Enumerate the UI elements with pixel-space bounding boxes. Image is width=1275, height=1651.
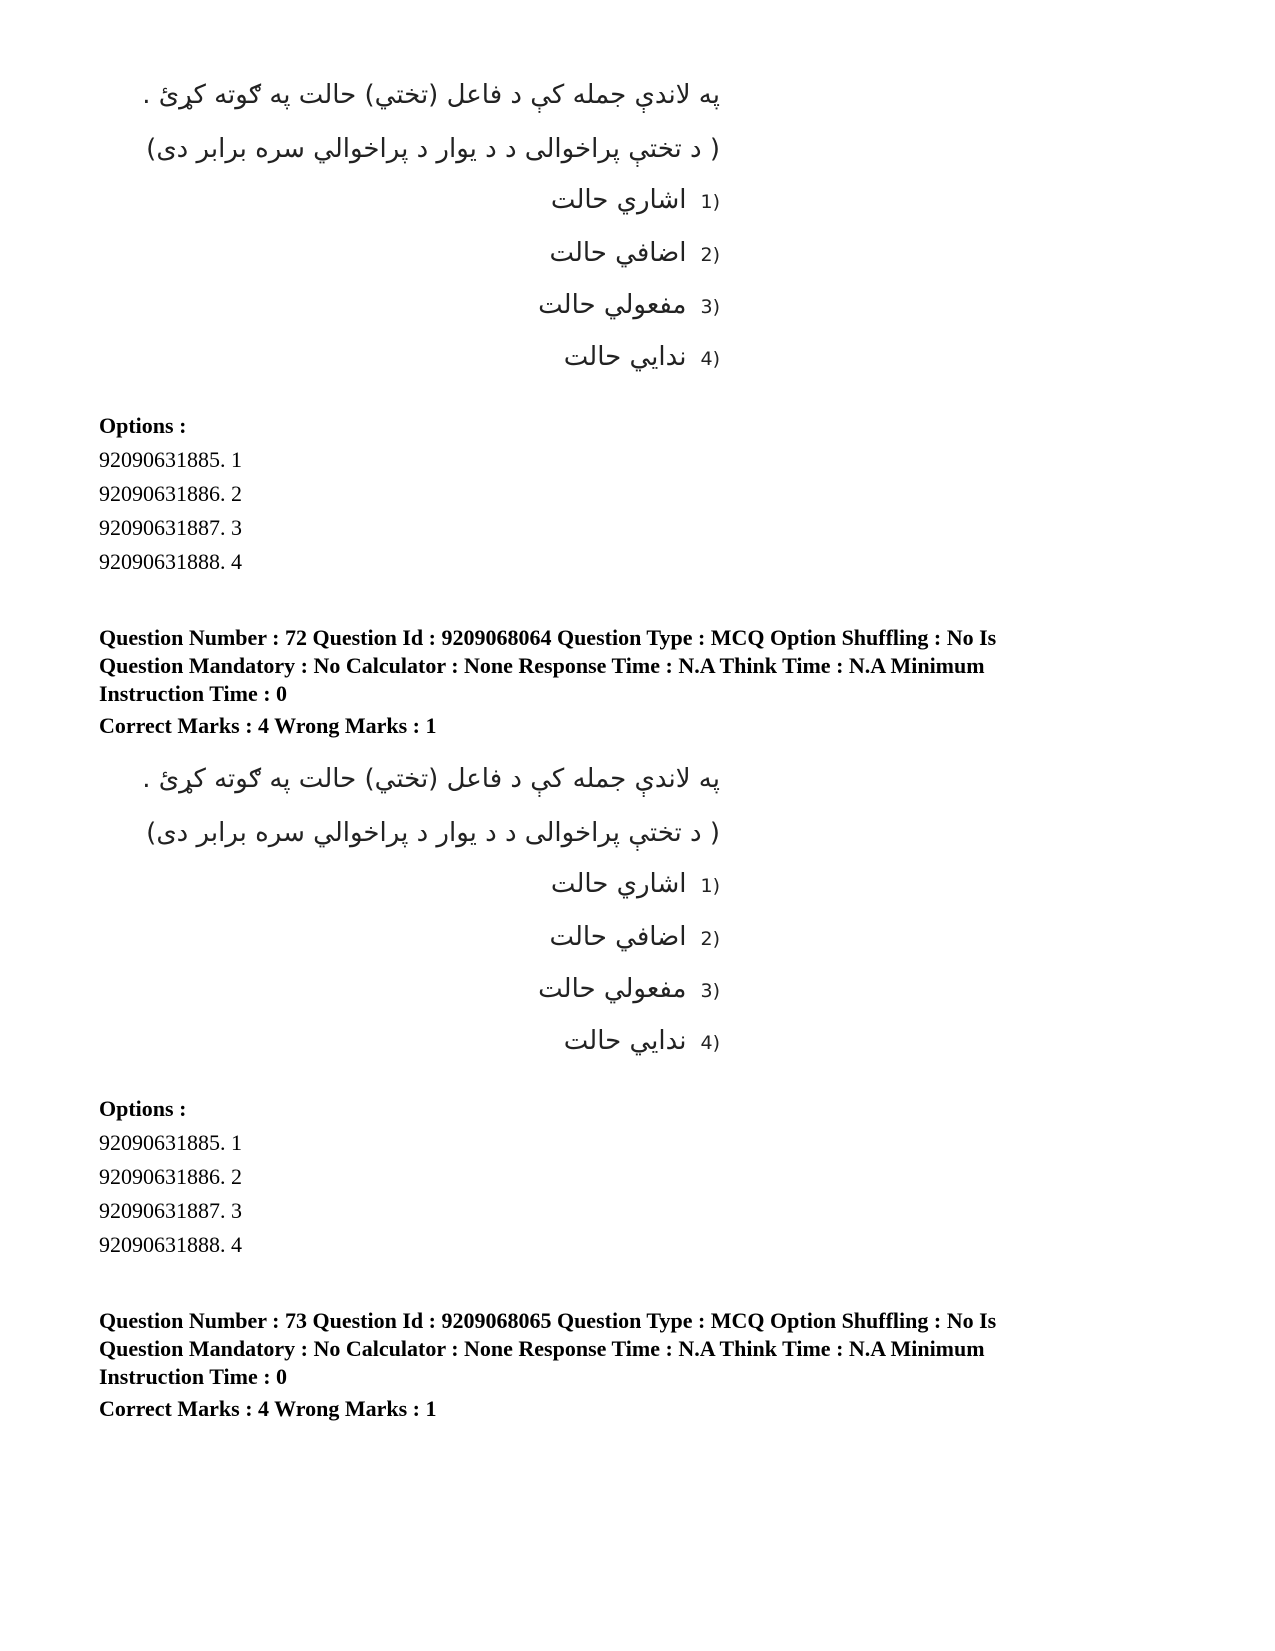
option-item: 92090631887. 3 [99,1198,242,1223]
question-meta-line: Question Number : 72 Question Id : 9209068064 Question Type : MCQ Option Shuffling : No Is [99,625,997,650]
choice-text: اضافي حالت [549,238,687,268]
question-stem-sentence: ( د تختې پراخوالی د د يوار د پراخوالي سره برابر دی) [146,134,720,164]
option-item: 92090631887. 3 [99,515,242,540]
choice-text: مفعولي حالت [538,290,687,320]
question-meta-line: Question Mandatory : No Calculator : None Response Time : N.A Think Time : N.A Minimum [99,1336,985,1361]
choice-number: (3 [700,296,720,318]
question-image [100,78,720,398]
question-meta [99,624,1179,708]
question-meta-line: Question Mandatory : No Calculator : None Response Time : N.A Think Time : N.A Minimum [99,653,985,678]
choice-number: (2 [700,928,720,950]
options-label: Options : [99,1096,187,1121]
question-marks: Correct Marks : 4 Wrong Marks : 1 [99,1396,437,1421]
question-meta-line: Instruction Time : 0 [99,1364,288,1389]
option-item: 92090631888. 4 [99,1232,242,1257]
question-image [100,762,720,1082]
choice-text: اشاري حالت [550,869,687,899]
option-item: 92090631885. 1 [99,447,242,472]
question-choice [564,1026,720,1056]
option-item: 92090631888. 4 [99,549,242,574]
options-label: Options : [99,413,187,438]
choice-text: ندايي حالت [563,1026,687,1056]
question-stem: په لاندې جمله کې د فاعل (تختي) حالت په ګوته کړئ . [142,80,720,110]
question-choice [538,974,720,1004]
choice-number: (2 [700,244,720,266]
question-stem: په لاندې جمله کې د فاعل (تختي) حالت په ګوته کړئ . [142,764,720,794]
choice-number: (1 [700,191,720,213]
choice-text: مفعولي حالت [538,974,687,1004]
option-item: 92090631886. 2 [99,1164,242,1189]
question-choice [551,185,720,215]
question-meta-line: Question Number : 73 Question Id : 9209068065 Question Type : MCQ Option Shuffling : No Is [99,1308,997,1333]
choice-text: ندايي حالت [563,342,687,372]
question-meta [99,1307,1179,1391]
question-stem-sentence: ( د تختې پراخوالی د د يوار د پراخوالي سره برابر دی) [146,818,720,848]
choice-number: (3 [700,980,720,1002]
question-choice [564,342,720,372]
question-meta-line: Instruction Time : 0 [99,681,288,706]
question-choice [549,238,720,268]
question-choice [549,922,720,952]
question-choice [551,869,720,899]
option-item: 92090631886. 2 [99,481,242,506]
choice-number: (4 [700,1032,720,1054]
question-marks: Correct Marks : 4 Wrong Marks : 1 [99,713,437,738]
choice-text: اشاري حالت [550,185,687,215]
question-choice [538,290,720,320]
choice-number: (4 [700,348,720,370]
choice-text: اضافي حالت [549,922,687,952]
option-item: 92090631885. 1 [99,1130,242,1155]
choice-number: (1 [700,875,720,897]
